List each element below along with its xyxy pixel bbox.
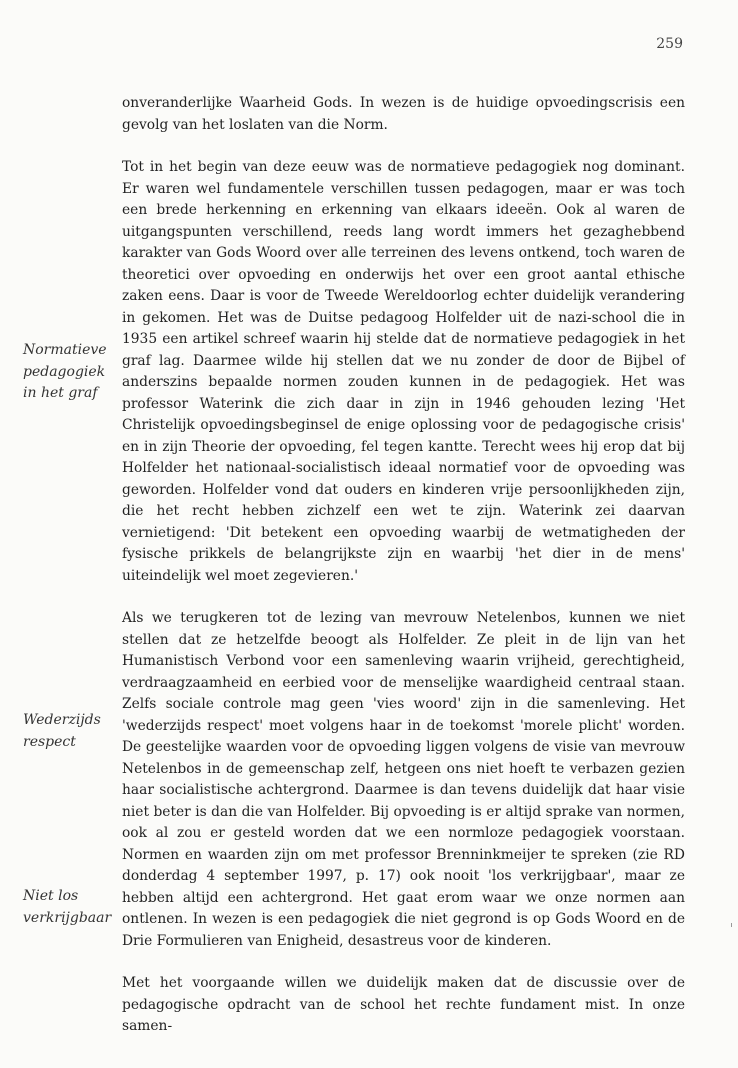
scan-mark	[731, 923, 732, 927]
paragraph-4: Met het voorgaande willen we duidelijk maken dat de discussie over de pedagogische opdracht van de school het rechte fundament mist. In onze samen-	[122, 975, 685, 1034]
body-text	[122, 93, 685, 1059]
margin-note-line: verkrijgbaar	[23, 909, 112, 926]
page-number: 259	[656, 36, 683, 52]
margin-note-line: in het graf	[23, 385, 98, 401]
margin-note-line: Wederzijds	[23, 712, 101, 728]
paragraph-3: Als we terugkeren tot de lezing van mevrouw Netelenbos, kunnen we niet stellen dat ze hetzelfde beoogt als Holfelder. Ze pleit in de lijn van het Humanistisch Verbond voor een samenleving waarin vrijheid, gerechtigheid, verdraagzaamheid en eerbied voor de menselijke waardigheid centraal staan. Zelfs sociale controle mag geen 'vies woord' zijn in die samenleving. Het 'wederzijds respect' moet volgens haar in de toekomst 'morele plicht' worden. De geestelijke waarden voor de opvoeding liggen volgens de visie van mevrouw Netelenbos in de gemeenschap zelf, hetgeen ons niet hoeft te verbazen gezien haar socialistische achtergrond. Daarmee is dan tevens duidelijk dat haar visie niet beter is dan die van Holfelder. Bij opvoeding is er altijd sprake van normen, ook al zou er gesteld worden dat we een normloze pedagogiek voorstaan. Normen en waarden zijn om met professor Brenninkmeijer te spreken (zie RD donderdag 4 september 1997, p. 17) ook nooit 'los verkrijgbaar', maar ze hebben altijd een achtergrond. Het gaat erom waar we onze normen aan ontlenen. In wezen is een pedagogiek die niet gegrond is op Gods Woord en de Drie Formulieren van Enigheid, desastreus voor de kinderen.	[122, 610, 685, 949]
margin-note-wederzijds-respect	[23, 710, 119, 753]
margin-note-niet-los-verkrijgbaar	[23, 886, 119, 929]
margin-note-line: Normatieve	[23, 342, 107, 358]
margin-note-line: pedagogiek	[23, 363, 106, 380]
paragraph-1: onveranderlijke Waarheid Gods. In wezen is de huidige opvoedingscrisis een gevolg van het loslaten van die Norm.	[122, 95, 685, 133]
margin-note-normatieve-pedagogiek	[23, 340, 119, 405]
paragraph-2: Tot in het begin van deze eeuw was de normatieve pedagogiek nog dominant. Er waren wel fundamentele verschillen tussen pedagogen, maar er was toch een brede herkenning en erkenning van elkaars ideeën. Ook al waren de uitgangspunten verschillend, reeds lang wordt immers het gezaghebbend karakter van Gods Woord over alle terreinen des levens ontkend, toch waren de theoretici over opvoeding en onderwijs het over een groot aantal ethische zaken eens. Daar is voor de Tweede Wereldoorlog echter duidelijk verandering in gekomen. Het was de Duitse pedagoog Holfelder uit de nazi-school die in 1935 een artikel schreef waarin hij stelde dat de normatieve pedagogiek in het graf lag. Daarmee wilde hij stellen dat we nu zonder de door de Bijbel of anderszins bepaalde normen zouden kunnen in de pedagogiek. Het was professor Waterink die zich daar in zijn in 1946 gehouden lezing 'Het Christelijk opvoedingsbeginsel de enige oplossing voor de pedagogische crisis' en in zijn Theorie der opvoeding, fel tegen kantte. Terecht wees hij erop dat bij Holfelder het nationaal-socialistisch ideaal normatief voor de opvoeding was geworden. Holfelder vond dat ouders en kinderen vrije persoonlijkheden zijn, die het recht hebben zichzelf een wet te zijn. Waterink zei daarvan vernietigend: 'Dit betekent een opvoeding waarbij de wetmatigheden der fysische prikkels de belangrijkste zijn en waarbij 'het dier in de mens' uiteindelijk wel moet zegevieren.'	[122, 159, 685, 584]
margin-note-line: Niet los	[23, 888, 79, 904]
margin-note-line: respect	[23, 733, 76, 750]
